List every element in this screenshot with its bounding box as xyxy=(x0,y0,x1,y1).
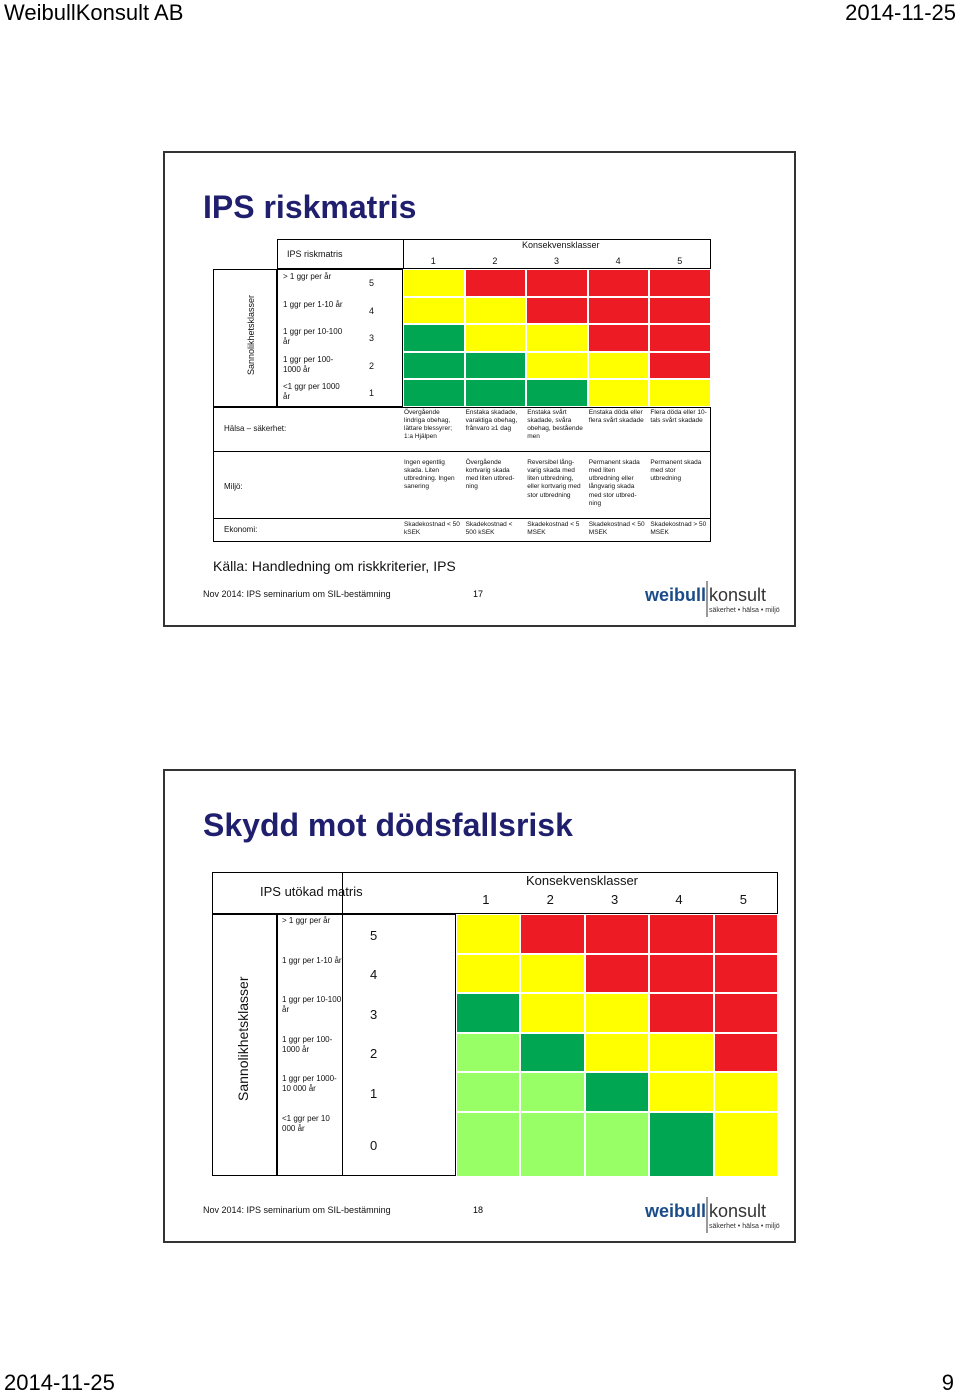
matrix-cell xyxy=(465,324,527,352)
matrix-cell xyxy=(649,1072,713,1112)
matrix-cell xyxy=(585,1072,649,1112)
ekonomi-cell: Skadekostnad > 50 MSEK xyxy=(650,521,707,537)
row-label: 1 ggr per 10-100 år xyxy=(282,995,342,1014)
matrix-cell xyxy=(585,914,649,954)
matrix-cell xyxy=(403,379,465,407)
miljo-cell: Permanent skada med stor utbredning xyxy=(650,459,702,483)
slide-17 xyxy=(163,151,796,627)
matrix-cell xyxy=(526,379,588,407)
col-header-4: 4 xyxy=(615,256,621,266)
ekonomi-label: Ekonomi: xyxy=(224,525,258,534)
halsa-cell: Övergående lindriga obehag, lättare blessyrer; 1:a Hjälpen xyxy=(404,409,453,441)
matrix-cell xyxy=(714,1033,778,1073)
row-label: 1 ggr per 10-100 år xyxy=(283,327,343,347)
row-num: 1 xyxy=(370,1085,378,1101)
miljo-cell: Övergående kortvarig skada med liten utbred-ning xyxy=(465,459,515,491)
matrix-cell xyxy=(714,1112,778,1177)
halsa-cell: Enstaka döda eller flera svårt skadade xyxy=(588,409,644,425)
matrix-cell xyxy=(714,954,778,994)
matrix-corner-label: IPS riskmatris xyxy=(287,249,343,259)
miljo-cell: Permanent skada med liten utbredning eller långvarig skada med stor utbred-ning xyxy=(588,459,640,507)
matrix-cell xyxy=(526,297,588,325)
matrix-cell xyxy=(520,993,584,1033)
slide-18 xyxy=(163,769,796,1243)
ekonomi-cell: Skadekostnad < 500 kSEK xyxy=(465,521,513,537)
slide-title: IPS riskmatris xyxy=(203,189,417,225)
slide-title: Skydd mot dödsfallsrisk xyxy=(203,807,573,843)
matrix-cell xyxy=(520,1033,584,1073)
row-label: <1 ggr per 10 000 år xyxy=(282,1113,330,1133)
matrix-corner-label: IPS utökad matris xyxy=(260,884,363,899)
miljo-cell: Ingen egentlig skada. Liten utbredning. Ingen sanering xyxy=(404,459,455,491)
matrix-cell xyxy=(649,914,713,954)
matrix-cell xyxy=(649,297,711,325)
slide-footer: Nov 2014: IPS seminarium om SIL-bestämning xyxy=(203,589,391,599)
source-text: Källa: Handledning om riskkriterier, IPS xyxy=(213,558,456,574)
matrix-cell xyxy=(403,352,465,380)
matrix-cell xyxy=(403,297,465,325)
row-num: 3 xyxy=(370,1006,378,1022)
matrix-cell xyxy=(526,352,588,380)
matrix-cell xyxy=(649,269,711,297)
side-label: Sannolikhetsklasser xyxy=(235,976,251,1101)
page-header-left: WeibullKonsult AB xyxy=(4,0,184,25)
divider xyxy=(213,451,711,452)
matrix-cell xyxy=(456,993,520,1033)
row-label: 1 ggr per 1000-10 000 år xyxy=(282,1074,337,1093)
row-label: <1 ggr per 1000 år xyxy=(283,382,340,402)
matrix-cell xyxy=(520,1072,584,1112)
weibull-logo: weibull konsult säkerhet • hälsa • miljö xyxy=(645,579,770,621)
matrix-cell xyxy=(456,1112,520,1177)
row-num: 5 xyxy=(370,927,378,943)
matrix-cell xyxy=(714,993,778,1033)
matrix-cell xyxy=(649,379,711,407)
row-label: 1 ggr per 1-10 år xyxy=(283,299,343,309)
col-header-1: 1 xyxy=(482,892,490,907)
halsa-label: Hälsa – säkerhet: xyxy=(224,424,287,433)
matrix-cell xyxy=(714,914,778,954)
row-num: 2 xyxy=(370,1046,378,1062)
matrix-cell xyxy=(465,297,527,325)
row-num: 2 xyxy=(369,360,375,371)
row-num: 3 xyxy=(369,333,375,344)
ekonomi-cell: Skadekostnad < 50 kSEK xyxy=(404,521,460,537)
col-header-5: 5 xyxy=(739,892,748,907)
col-header-2: 2 xyxy=(492,256,498,266)
ekonomi-cell: Skadekostnad < 50 MSEK xyxy=(588,521,645,537)
matrix-cell xyxy=(585,1033,649,1073)
matrix-cell xyxy=(465,352,527,380)
slide-number: 18 xyxy=(473,1205,484,1215)
row-label: 1 ggr per 100-1000 år xyxy=(283,354,334,374)
matrix-cell xyxy=(456,914,520,954)
matrix-cell xyxy=(456,954,520,994)
col-header-5: 5 xyxy=(677,256,683,266)
row-num: 4 xyxy=(370,967,378,983)
matrix-cell xyxy=(588,324,650,352)
col-header-1: 1 xyxy=(430,256,436,266)
row-num: 4 xyxy=(369,305,375,316)
halsa-cell: Enstaka svårt skadade, svåra obehag, bestående men xyxy=(527,409,583,441)
row-label: 1 ggr per 1-10 år xyxy=(282,955,342,965)
matrix-cell xyxy=(714,1072,778,1112)
matrix-cell xyxy=(465,379,527,407)
page-footer-right: 9 xyxy=(941,1370,954,1395)
matrix-cell xyxy=(465,269,527,297)
matrix-cell xyxy=(649,993,713,1033)
matrix-cell xyxy=(588,297,650,325)
matrix-cell xyxy=(585,954,649,994)
row-num: 0 xyxy=(370,1138,378,1153)
row-label: > 1 ggr per år xyxy=(282,916,331,925)
matrix-cell xyxy=(520,914,584,954)
konsekvens-title: Konsekvensklasser xyxy=(522,240,600,250)
matrix-cell xyxy=(585,993,649,1033)
slide-footer: Nov 2014: IPS seminarium om SIL-bestämning xyxy=(203,1205,391,1215)
matrix-cell xyxy=(649,1033,713,1073)
matrix-cell xyxy=(588,352,650,380)
miljo-label: Miljö: xyxy=(224,482,243,491)
matrix-cell xyxy=(456,1072,520,1112)
page-footer-left: 2014-11-25 xyxy=(4,1370,115,1395)
halsa-cell: Flera döda eller 10-tals svårt skadade xyxy=(650,409,707,425)
matrix-cell xyxy=(585,1112,649,1177)
col-header-2: 2 xyxy=(546,892,554,907)
side-label: Sannolikhetsklasser xyxy=(246,294,256,375)
matrix-cell xyxy=(588,269,650,297)
matrix-cell xyxy=(526,324,588,352)
row-num: 1 xyxy=(369,388,375,399)
matrix-cell xyxy=(403,269,465,297)
col-header-3: 3 xyxy=(554,256,560,266)
matrix-cell xyxy=(520,1112,584,1177)
matrix-cell xyxy=(520,954,584,994)
matrix-cell xyxy=(649,954,713,994)
matrix-cell xyxy=(403,324,465,352)
konsekvens-title: Konsekvensklasser xyxy=(526,873,638,888)
side-label-box xyxy=(213,269,277,407)
halsa-cell: Enstaka skadade, varaktiga obehag, frånvaro ≥1 dag xyxy=(465,409,518,433)
divider xyxy=(213,518,711,519)
matrix-cell xyxy=(456,1033,520,1073)
matrix-cell xyxy=(526,269,588,297)
matrix-cell xyxy=(588,379,650,407)
matrix-cell xyxy=(649,324,711,352)
miljo-cell: Reversibel lång-varig skada med liten utbredning, eller kortvarig med stor utbredning xyxy=(527,459,581,499)
ekonomi-cell: Skadekostnad < 5 MSEK xyxy=(527,521,580,537)
slide-number: 17 xyxy=(473,589,484,599)
col-header-4: 4 xyxy=(675,892,683,907)
row-num: 5 xyxy=(369,278,375,288)
weibull-logo: weibull konsult säkerhet • hälsa • miljö xyxy=(645,1195,770,1237)
matrix-cell xyxy=(649,352,711,380)
col-header-3: 3 xyxy=(611,892,619,907)
row-label: > 1 ggr per år xyxy=(283,272,332,281)
page-header-right: 2014-11-25 xyxy=(845,0,956,25)
row-label: 1 ggr per 100-1000 år xyxy=(282,1034,333,1054)
matrix-cell xyxy=(649,1112,713,1177)
